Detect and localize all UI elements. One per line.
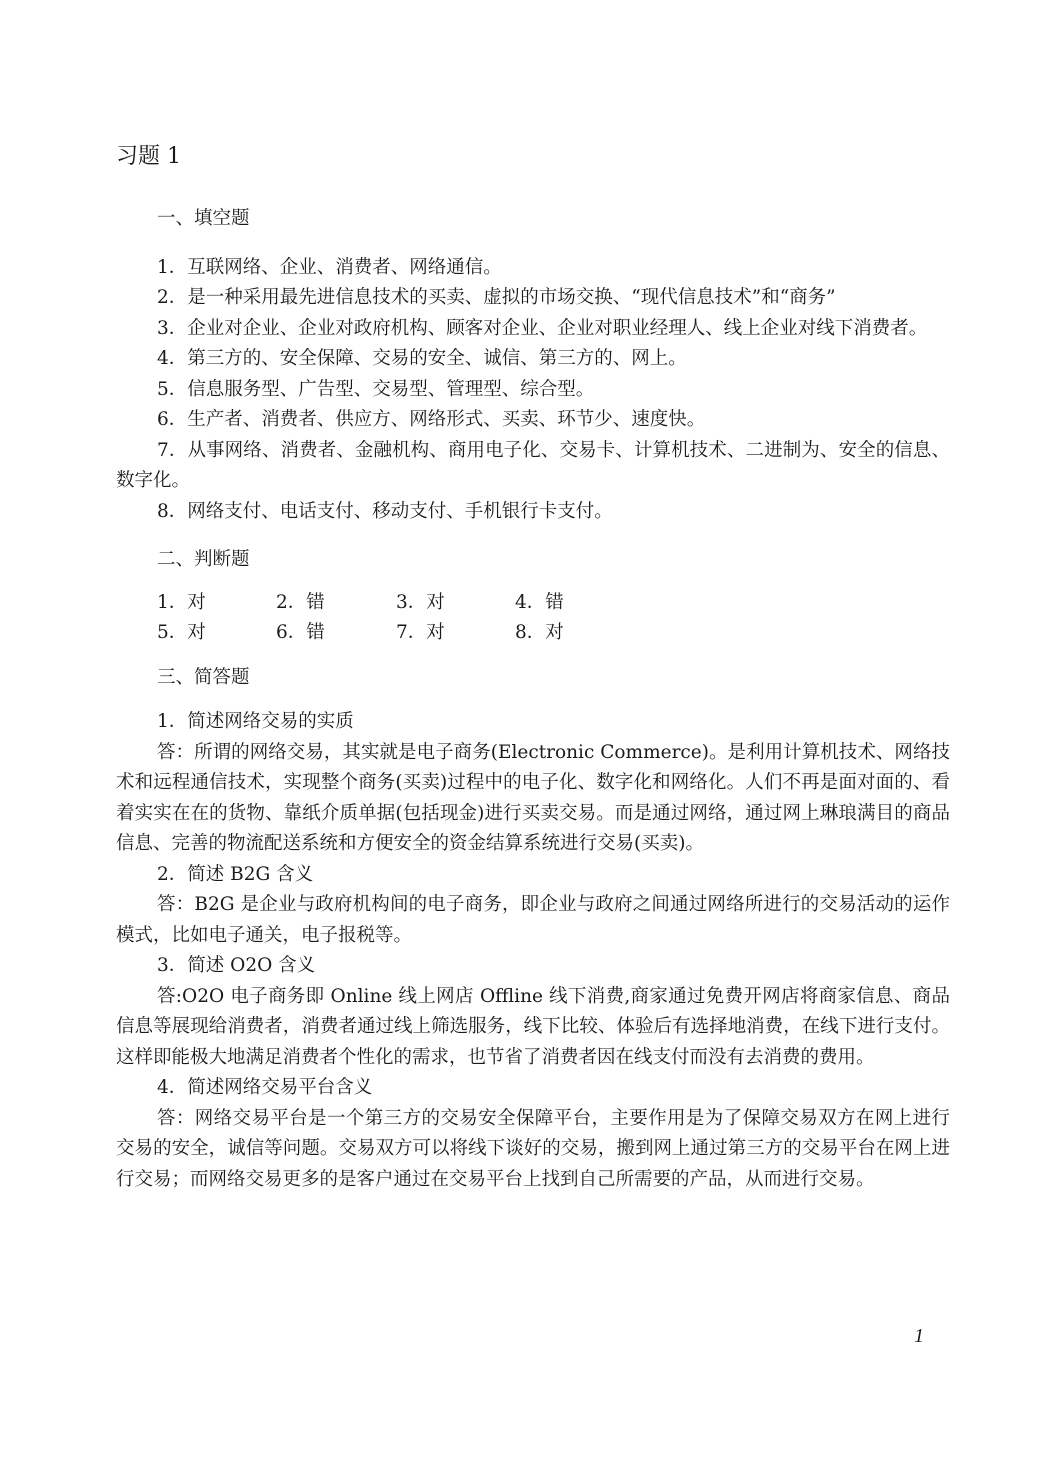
page-number: 1 xyxy=(914,1325,924,1347)
fill-blank-item: 2．是一种采用最先进信息技术的买卖、虚拟的市场交换、“现代信息技术”和“商务” xyxy=(157,287,836,308)
short-answer-list xyxy=(116,707,950,1195)
question-title: 4．简述网络交易平台含义 xyxy=(157,1077,373,1098)
fill-blank-item: 5．信息服务型、广告型、交易型、管理型、综合型。 xyxy=(157,378,595,400)
document-page xyxy=(116,142,950,1195)
fill-blank-item: 4．第三方的、安全保障、交易的安全、诚信、第三方的、网上。 xyxy=(157,348,687,369)
fill-blank-item: 8．网络支付、电话支付、移动支付、手机银行卡支付。 xyxy=(157,500,613,522)
fill-blank-item: 1．互联网络、企业、消费者、网络通信。 xyxy=(157,256,502,278)
fill-blank-item: 3．企业对企业、企业对政府机构、顾客对企业、企业对职业经理人、线上企业对线下消费者。 xyxy=(157,317,928,339)
question-title: 2．简述 B2G 含义 xyxy=(157,863,314,885)
answer-text: 答:O2O 电子商务即 Online 线上网店 Offline 线下消费,商家通过免费开网店将商家信息、商品信息等展现给消费者，消费者通过线上筛选服务，线下比较、体验后有选择地消费，在线下进行支付。这样即能极大地满足消费者个性化的需求，也节省了消费者因在线支付而没有去消费的费用。 xyxy=(116,985,950,1068)
question-title: 1．简述网络交易的实质 xyxy=(157,711,354,732)
true-false-answer: 2．错 xyxy=(276,591,325,613)
true-false-answer: 6．错 xyxy=(276,622,325,643)
true-false-grid xyxy=(116,588,950,649)
answer-text: 答：网络交易平台是一个第三方的交易安全保障平台，主要作用是为了保障交易双方在网上进行交易的安全，诚信等问题。交易双方可以将线下谈好的交易，搬到网上通过第三方的交易平台在网上进行交易；而网络交易更多的是客户通过在交易平台上找到自己所需要的产品，从而进行交易。 xyxy=(116,1107,950,1190)
chapter-title: 习题 1 xyxy=(116,144,181,169)
fill-blank-list xyxy=(116,253,950,528)
section-heading-short-answer: 三、简答题 xyxy=(157,666,250,688)
answer-text: 答：B2G 是企业与政府机构间的电子商务，即企业与政府之间通过网络所进行的交易活动的运作模式，比如电子通关，电子报税等。 xyxy=(116,894,950,946)
question-title: 3．简述 O2O 含义 xyxy=(157,955,316,976)
fill-blank-item: 7．从事网络、消费者、金融机构、商用电子化、交易卡、计算机技术、二进制为、安全的信息、数字化。 xyxy=(116,439,950,491)
true-false-answer: 3．对 xyxy=(396,591,445,613)
fill-blank-item: 6．生产者、消费者、供应方、网络形式、买卖、环节少、速度快。 xyxy=(157,409,706,430)
true-false-answer: 8．对 xyxy=(515,622,564,643)
true-false-answer: 1．对 xyxy=(157,591,206,613)
true-false-answer: 4．错 xyxy=(515,591,564,613)
answer-text: 答：所谓的网络交易，其实就是电子商务(Electronic Commerce)。是利用计算机技术、网络技术和远程通信技术，实现整个商务(买卖)过程中的电子化、数字化和网络化。人们不再是面对面的、看着实实在在的货物、靠纸介质单据(包括现金)进行买卖交易。而是通过网络，通过网上琳琅满目的商品信息、完善的物流配送系统和方便安全的资金结算系统进行交易(买卖)。 xyxy=(116,741,950,854)
true-false-answer: 5．对 xyxy=(157,622,206,643)
section-heading-fill-blank: 一、填空题 xyxy=(157,208,250,229)
true-false-answer: 7．对 xyxy=(396,622,445,643)
section-heading-true-false: 二、判断题 xyxy=(157,549,250,570)
